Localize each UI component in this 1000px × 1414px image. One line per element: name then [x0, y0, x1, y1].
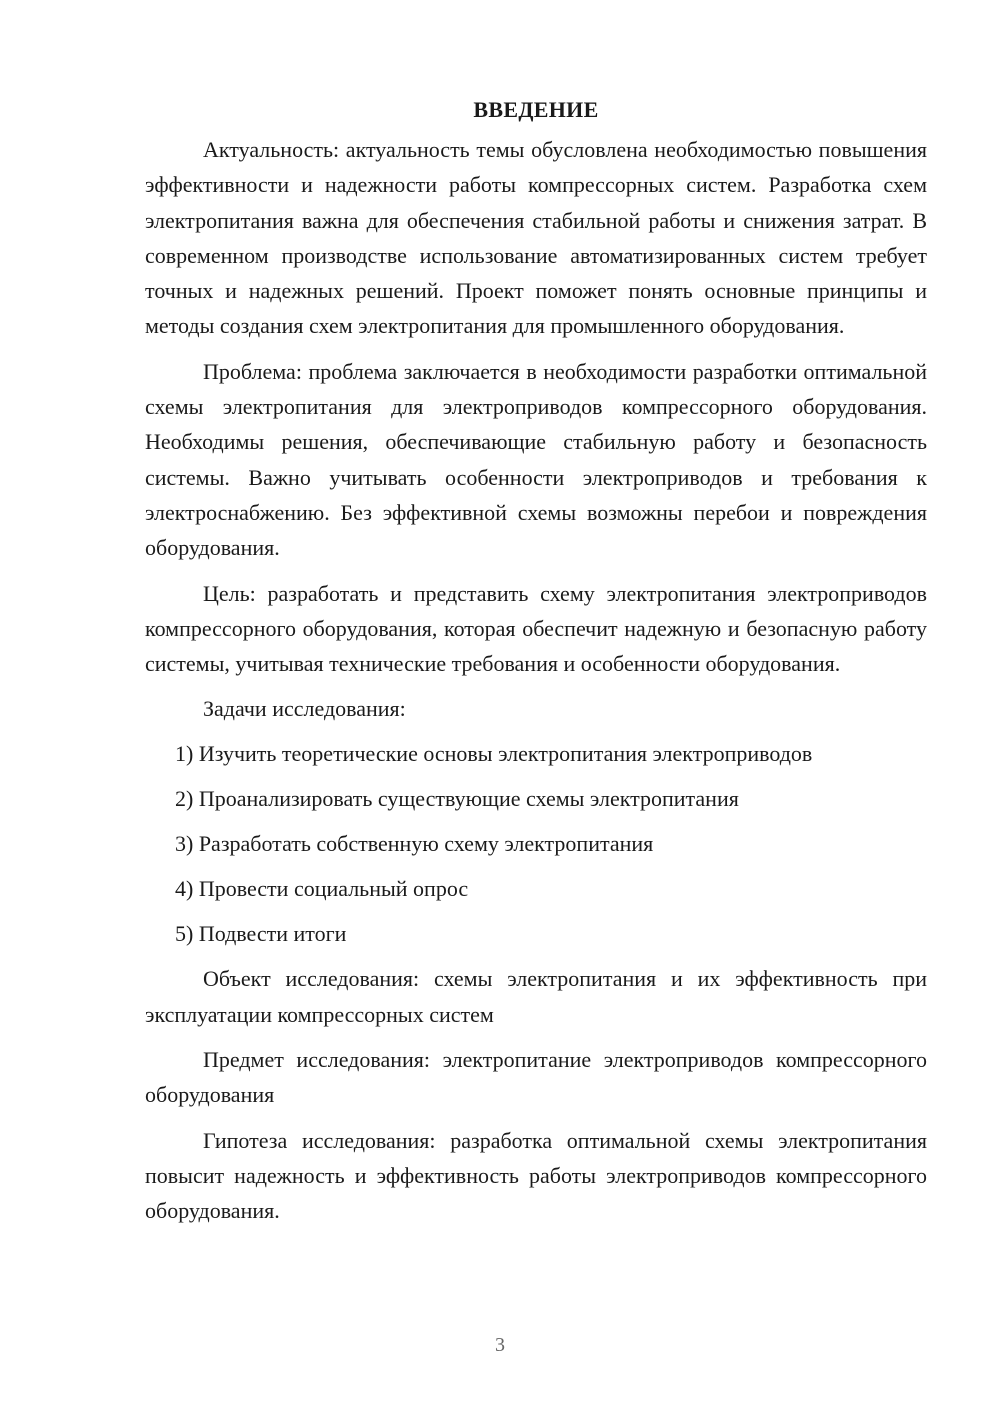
- subject-paragraph: Предмет исследования: электропитание электроприводов компрессорного оборудования: [145, 1047, 927, 1108]
- tasks-heading: Задачи исследования:: [203, 696, 406, 722]
- tasks-list: [145, 736, 927, 951]
- hypothesis-paragraph: Гипотеза исследования: разработка оптимальной схемы электропитания повысит надежность и эффективность работы электроприводов компрессорного оборудования.: [145, 1127, 927, 1224]
- task-item-1: 1) Изучить теоретические основы электропитания электроприводов: [175, 741, 813, 767]
- document-page: [145, 92, 927, 1229]
- task-item-3: 3) Разработать собственную схему электропитания: [175, 831, 654, 857]
- relevance-paragraph: Актуальность: актуальность темы обусловлена необходимостью повышения эффективности и надежности работы компрессорных систем. Разработка схем электропитания важна для обеспечения стабильной работы и снижения затрат. В современном производстве использование автоматизированных систем требует точных и надежных решений. Проект поможет понять основные принципы и методы создания схем электропитания для промышленного оборудования.: [145, 137, 927, 339]
- task-item-4: 4) Провести социальный опрос: [175, 876, 469, 902]
- document-title: ВВЕДЕНИЕ: [473, 97, 599, 122]
- problem-paragraph: Проблема: проблема заключается в необходимости разработки оптимальной схемы электропитания для электроприводов компрессорного оборудования. Необходимы решения, обеспечивающие стабильную работу и безопасность системы. Важно учитывать особенности электроприводов и требования к электроснабжению. Без эффективной схемы возможны перебои и повреждения оборудования.: [145, 358, 927, 561]
- page-number: 3: [495, 1334, 505, 1356]
- task-item-2: 2) Проанализировать существующие схемы электропитания: [175, 786, 739, 812]
- object-paragraph: Объект исследования: схемы электропитания и их эффективность при эксплуатации компрессорных систем: [145, 966, 927, 1027]
- goal-paragraph: Цель: разработать и представить схему электропитания электроприводов компрессорного оборудования, которая обеспечит надежную и безопасную работу системы, учитывая технические требования и особенности оборудования.: [145, 580, 927, 677]
- task-item-5: 5) Подвести итоги: [175, 921, 347, 947]
